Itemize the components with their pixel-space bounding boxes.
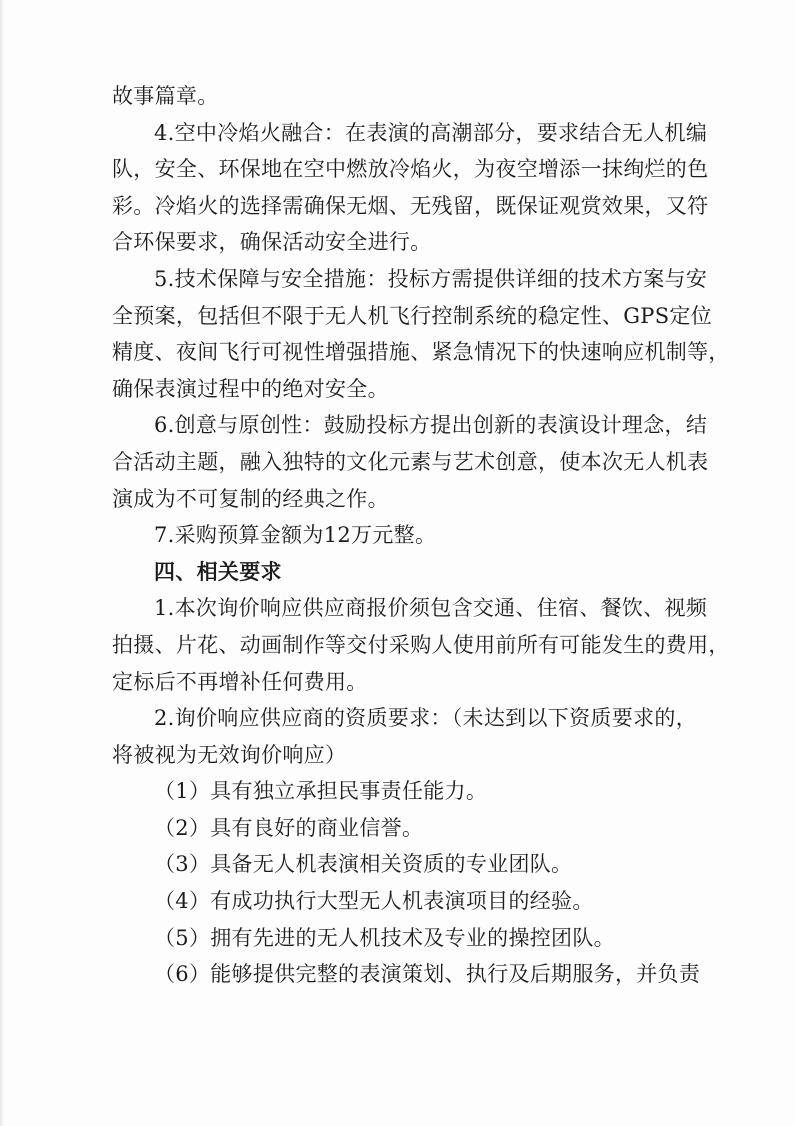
section-heading-requirements: 四、相关要求	[154, 559, 282, 584]
qualification-item: （2）具有良好的商业信誉。	[154, 815, 424, 840]
item-6-title-line: 6.创意与原创性：鼓励投标方提出创新的表演设计理念，结	[154, 413, 708, 438]
qualification-item: （5）拥有先进的无人机技术及专业的操控团队。	[154, 925, 615, 950]
requirement-1-line: 1.本次询价响应供应商报价须包含交通、住宿、餐饮、视频	[154, 596, 708, 621]
scan-edge-shadow	[0, 0, 4, 1126]
paragraph-line: 彩。冷焰火的选择需确保无烟、无残留，既保证观赏效果，又符	[112, 193, 709, 218]
paragraph-line: 定标后不再增补任何费用。	[112, 669, 368, 694]
paragraph-line: 合活动主题，融入独特的文化元素与艺术创意，使本次无人机表	[112, 449, 709, 474]
qualification-item: （4）有成功执行大型无人机表演项目的经验。	[154, 889, 594, 914]
paragraph-line: 队，安全、环保地在空中燃放冷焰火，为夜空增添一抹绚烂的色	[112, 157, 709, 182]
paragraph-line: 合环保要求，确保活动安全进行。	[112, 230, 432, 255]
paragraph-line: 拍摄、片花、动画制作等交付采购人使用前所有可能发生的费用，	[112, 632, 730, 657]
paragraph-line: 精度、夜间飞行可视性增强措施、紧急情况下的快速响应机制等，	[112, 340, 730, 365]
requirement-2-line: 2.询价响应供应商的资质要求：（未达到以下资质要求的，	[154, 706, 697, 731]
paragraph-line: 演成为不可复制的经典之作。	[112, 486, 389, 511]
qualification-item: （6）能够提供完整的表演策划、执行及后期服务，并负责	[154, 962, 701, 987]
paragraph-line: 全预案，包括但不限于无人机飞行控制系统的稳定性、GPS定位	[112, 303, 712, 328]
paragraph-line: 确保表演过程中的绝对安全。	[112, 376, 389, 401]
item-4-title-line: 4.空中冷焰火融合：在表演的高潮部分，要求结合无人机编	[154, 120, 708, 145]
paragraph-line: 故事篇章。	[112, 84, 219, 108]
item-5-title-line: 5.技术保障与安全措施：投标方需提供详细的技术方案与安	[154, 266, 708, 291]
qualification-item: （3）具备无人机表演相关资质的专业团队。	[154, 852, 573, 877]
paragraph-line: 将被视为无效询价响应）	[112, 742, 347, 767]
qualification-item: （1）具有独立承担民事责任能力。	[154, 779, 488, 804]
item-7-budget-line: 7.采购预算金额为12万元整。	[154, 523, 437, 548]
document-body	[112, 78, 730, 993]
